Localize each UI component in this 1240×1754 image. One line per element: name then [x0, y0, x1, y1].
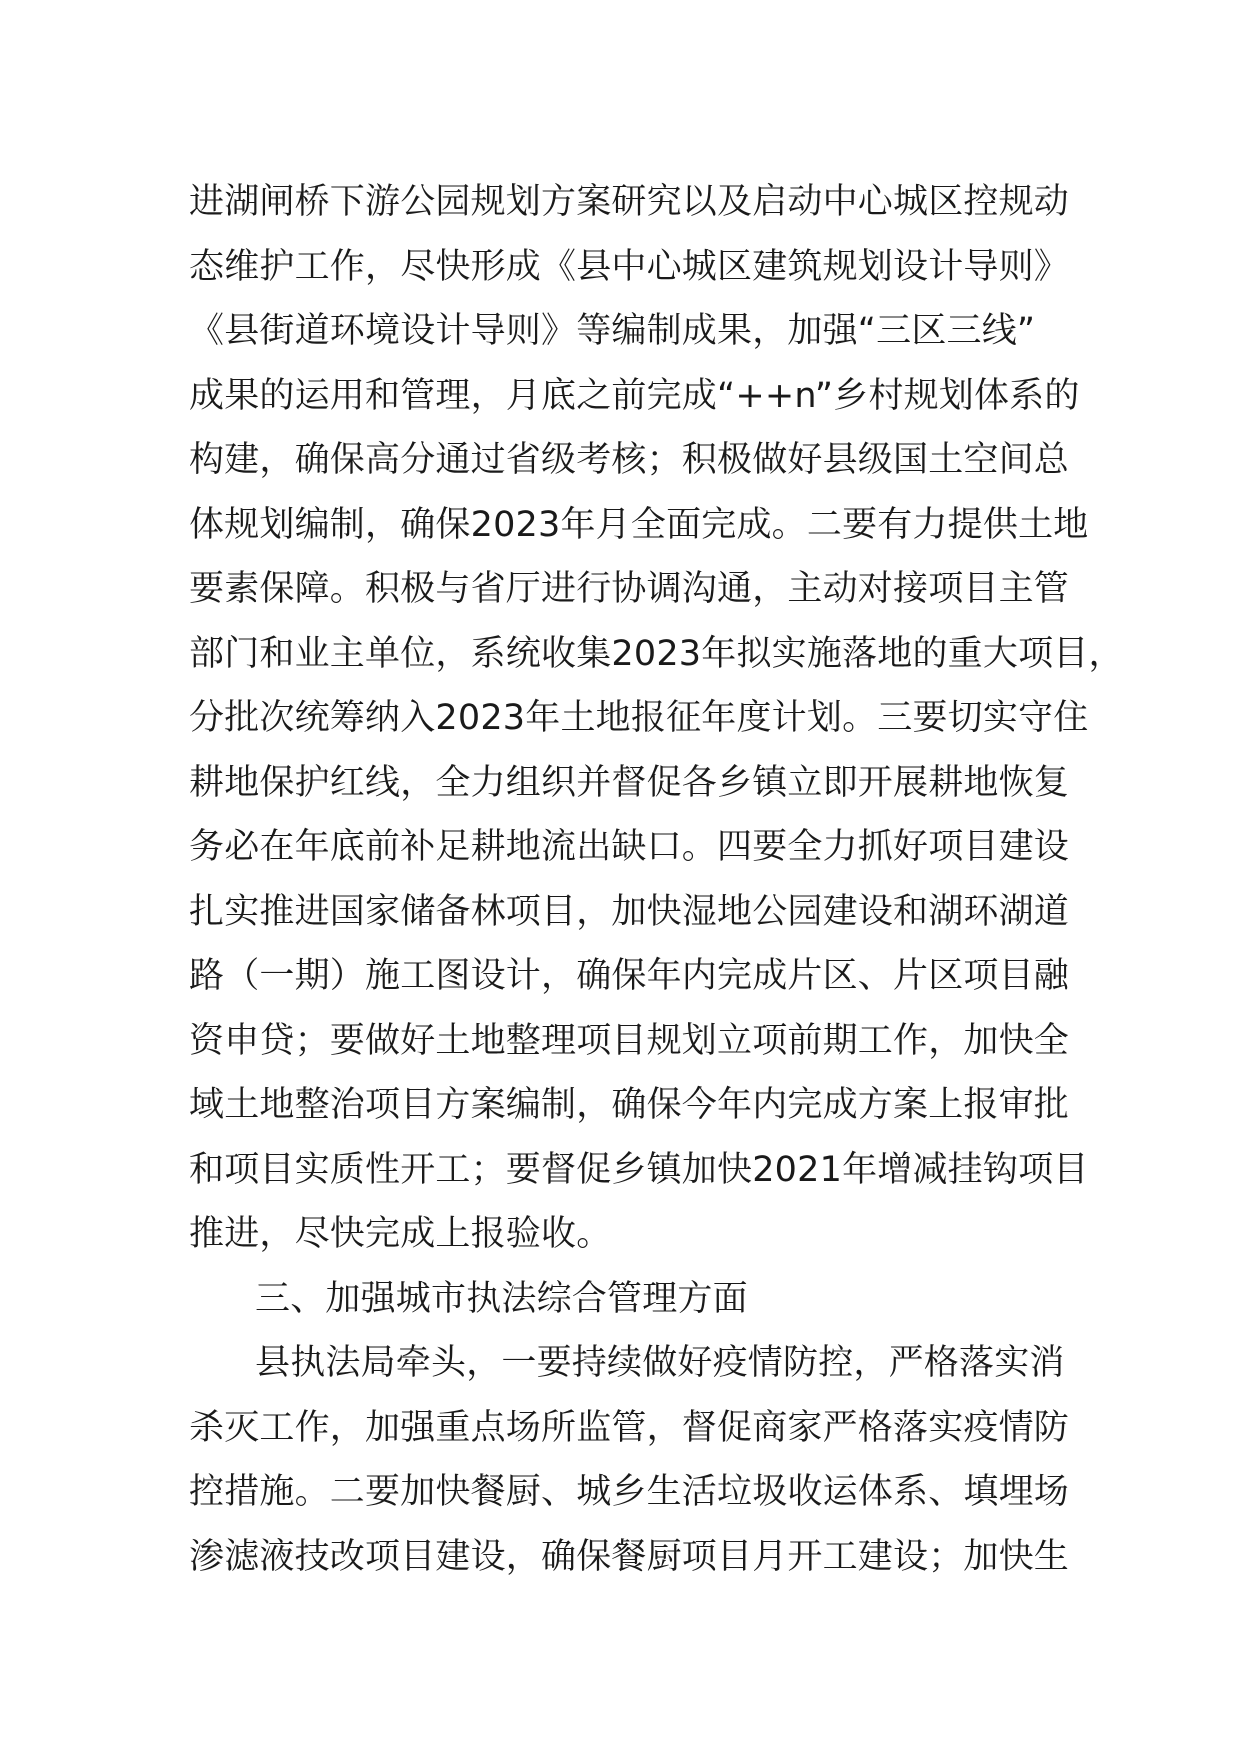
body-line: 和项目实质性开工；要督促乡镇加快2021年增减挂钩项目: [189, 1149, 1089, 1190]
section-line: 杀灭工作，加强重点场所监管，督促商家严格落实疫情防: [189, 1407, 1070, 1448]
body-line: 推进，尽快完成上报验收。: [189, 1214, 612, 1254]
document-body: [189, 170, 1124, 1589]
body-line: 域土地整治项目方案编制，确保今年内完成方案上报审批: [189, 1085, 1070, 1125]
body-line: 《县街道环境设计导则》等编制成果，加强“三区三线”: [189, 311, 1036, 351]
body-line: 扎实推进国家储备林项目，加快湿地公园建设和湖环湖道: [189, 891, 1070, 932]
body-line: 路（一期）施工图设计，确保年内完成片区、片区项目融: [189, 956, 1070, 996]
body-line: 分批次统筹纳入2023年土地报征年度计划。三要切实守住: [189, 698, 1089, 738]
section-heading: 三、加强城市执法综合管理方面: [255, 1278, 748, 1319]
body-line: 进湖闸桥下游公园规划方案研究以及启动中心城区控规动: [189, 182, 1070, 222]
body-line: 耕地保护红线，全力组织并督促各乡镇立即开展耕地恢复: [189, 762, 1070, 803]
body-line: 部门和业主单位，系统收集2023年拟实施落地的重大项目，: [189, 633, 1124, 674]
body-line: 构建，确保高分通过省级考核；积极做好县级国土空间总: [189, 440, 1070, 480]
body-line: 体规划编制，确保2023年月全面完成。二要有力提供土地: [189, 504, 1089, 545]
body-line: 成果的运用和管理，月底之前完成“++n”乡村规划体系的: [189, 375, 1080, 416]
body-line: 务必在年底前补足耕地流出缺口。四要全力抓好项目建设: [189, 827, 1070, 867]
body-line: 资申贷；要做好土地整理项目规划立项前期工作，加快全: [189, 1020, 1070, 1061]
body-line: 要素保障。积极与省厅进行协调沟通，主动对接项目主管: [189, 569, 1070, 609]
section-line: 渗滤液技改项目建设，确保餐厨项目月开工建设；加快生: [189, 1536, 1070, 1577]
body-line: 态维护工作，尽快形成《县中心城区建筑规划设计导则》: [189, 246, 1070, 287]
section-line: 控措施。二要加快餐厨、城乡生活垃圾收运体系、填埋场: [189, 1472, 1070, 1512]
section-line: 县执法局牵头，一要持续做好疫情防控，严格落实消: [255, 1343, 1065, 1383]
